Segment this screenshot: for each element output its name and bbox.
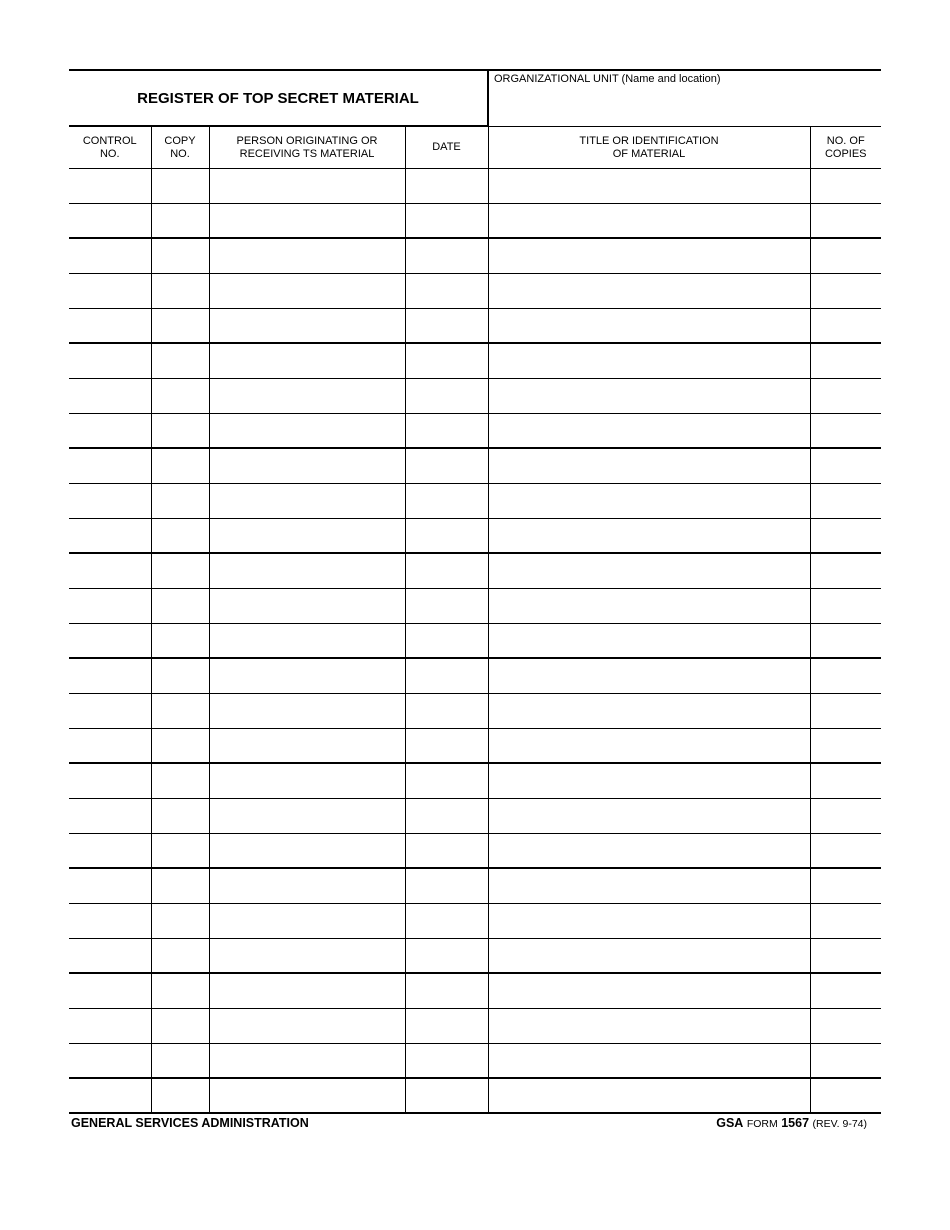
date-cell[interactable] (405, 763, 488, 799)
table-row (69, 309, 881, 344)
copy-no-cell[interactable] (151, 868, 209, 904)
title-identification-cell[interactable] (488, 763, 810, 799)
date-cell[interactable] (405, 274, 488, 309)
control-no-cell[interactable] (69, 589, 151, 624)
title-identification-cell[interactable] (488, 904, 810, 939)
table-row (69, 589, 881, 624)
control-no-cell[interactable] (69, 553, 151, 589)
date-cell[interactable] (405, 868, 488, 904)
date-cell[interactable] (405, 309, 488, 344)
date-cell[interactable] (405, 1078, 488, 1113)
no-of-copies-cell[interactable] (810, 834, 881, 869)
no-of-copies-cell[interactable] (810, 1009, 881, 1044)
organizational-unit-label: ORGANIZATIONAL UNIT (Name and location) (494, 73, 721, 85)
person-cell[interactable] (209, 1078, 405, 1113)
title-identification-cell[interactable] (488, 799, 810, 834)
person-cell[interactable] (209, 238, 405, 274)
table-row (69, 343, 881, 379)
no-of-copies-cell[interactable] (810, 169, 881, 204)
person-cell[interactable] (209, 274, 405, 309)
column-header-title-identification (488, 127, 810, 169)
table-row (69, 448, 881, 484)
no-of-copies-cell[interactable] (810, 939, 881, 974)
table-row (69, 939, 881, 974)
form-title: REGISTER OF TOP SECRET MATERIAL (137, 89, 419, 107)
control-no-cell[interactable] (69, 448, 151, 484)
date-cell[interactable] (405, 973, 488, 1009)
person-cell[interactable] (209, 1044, 405, 1079)
table-row (69, 763, 881, 799)
title-identification-cell[interactable] (488, 729, 810, 764)
no-of-copies-cell[interactable] (810, 729, 881, 764)
table-row (69, 379, 881, 414)
form-identifier (716, 1116, 867, 1130)
copy-no-cell[interactable] (151, 379, 209, 414)
person-cell[interactable] (209, 658, 405, 694)
date-cell[interactable] (405, 904, 488, 939)
column-header-line: PERSON ORIGINATING OR (236, 134, 378, 147)
title-identification-cell[interactable] (488, 1044, 810, 1079)
person-cell[interactable] (209, 553, 405, 589)
column-header-line: CONTROL (82, 134, 137, 147)
table-row (69, 274, 881, 309)
copy-no-cell[interactable] (151, 448, 209, 484)
copy-no-cell[interactable] (151, 729, 209, 764)
column-header-line: NO. (99, 147, 120, 160)
register-rows (69, 169, 881, 1114)
copy-no-cell[interactable] (151, 694, 209, 729)
date-cell[interactable] (405, 589, 488, 624)
table-row (69, 694, 881, 729)
column-header-no-of-copies (810, 127, 881, 169)
no-of-copies-cell[interactable] (810, 484, 881, 519)
no-of-copies-cell[interactable] (810, 973, 881, 1009)
no-of-copies-cell[interactable] (810, 379, 881, 414)
copy-no-cell[interactable] (151, 343, 209, 379)
control-no-cell[interactable] (69, 729, 151, 764)
table-row (69, 1044, 881, 1079)
person-cell[interactable] (209, 799, 405, 834)
no-of-copies-cell[interactable] (810, 658, 881, 694)
person-cell[interactable] (209, 904, 405, 939)
table-row (69, 553, 881, 589)
table-row (69, 519, 881, 554)
title-identification-cell[interactable] (488, 658, 810, 694)
date-cell[interactable] (405, 343, 488, 379)
title-identification-cell[interactable] (488, 274, 810, 309)
no-of-copies-cell[interactable] (810, 274, 881, 309)
person-cell[interactable] (209, 973, 405, 1009)
person-cell[interactable] (209, 343, 405, 379)
copy-no-cell[interactable] (151, 309, 209, 344)
title-cell (69, 71, 489, 127)
person-cell[interactable] (209, 414, 405, 449)
no-of-copies-cell[interactable] (810, 1078, 881, 1113)
no-of-copies-cell[interactable] (810, 868, 881, 904)
control-no-cell[interactable] (69, 169, 151, 204)
date-cell[interactable] (405, 624, 488, 659)
copy-no-cell[interactable] (151, 1009, 209, 1044)
date-cell[interactable] (405, 694, 488, 729)
register-form (69, 69, 881, 1136)
control-no-cell[interactable] (69, 763, 151, 799)
control-no-cell[interactable] (69, 414, 151, 449)
table-row (69, 204, 881, 239)
copy-no-cell[interactable] (151, 658, 209, 694)
table-row (69, 1009, 881, 1044)
person-cell[interactable] (209, 204, 405, 239)
table-row (69, 484, 881, 519)
organizational-unit-field[interactable] (489, 71, 881, 127)
date-cell[interactable] (405, 204, 488, 239)
no-of-copies-cell[interactable] (810, 624, 881, 659)
date-cell[interactable] (405, 238, 488, 274)
title-identification-cell[interactable] (488, 448, 810, 484)
date-cell[interactable] (405, 484, 488, 519)
date-cell[interactable] (405, 519, 488, 554)
table-row (69, 169, 881, 204)
column-header-line: NO. OF (826, 134, 865, 147)
person-cell[interactable] (209, 309, 405, 344)
title-identification-cell[interactable] (488, 204, 810, 239)
date-cell[interactable] (405, 169, 488, 204)
table-row (69, 414, 881, 449)
table-row (69, 973, 881, 1009)
date-cell[interactable] (405, 658, 488, 694)
control-no-cell[interactable] (69, 939, 151, 974)
copy-no-cell[interactable] (151, 484, 209, 519)
table-row (69, 1078, 881, 1113)
control-no-cell[interactable] (69, 484, 151, 519)
copy-no-cell[interactable] (151, 238, 209, 274)
title-identification-cell[interactable] (488, 1078, 810, 1113)
copy-no-cell[interactable] (151, 204, 209, 239)
title-identification-cell[interactable] (488, 834, 810, 869)
register-table (69, 127, 881, 1114)
control-no-cell[interactable] (69, 904, 151, 939)
person-cell[interactable] (209, 834, 405, 869)
no-of-copies-cell[interactable] (810, 238, 881, 274)
person-cell[interactable] (209, 448, 405, 484)
copy-no-cell[interactable] (151, 834, 209, 869)
no-of-copies-cell[interactable] (810, 799, 881, 834)
copy-no-cell[interactable] (151, 624, 209, 659)
person-cell[interactable] (209, 589, 405, 624)
title-identification-cell[interactable] (488, 868, 810, 904)
column-header-line: COPY (164, 134, 196, 147)
date-cell[interactable] (405, 1009, 488, 1044)
copy-no-cell[interactable] (151, 519, 209, 554)
copy-no-cell[interactable] (151, 1078, 209, 1113)
table-row (69, 729, 881, 764)
form-revision: (REV. 9-74) (812, 1118, 867, 1130)
copy-no-cell[interactable] (151, 169, 209, 204)
control-no-cell[interactable] (69, 274, 151, 309)
no-of-copies-cell[interactable] (810, 1044, 881, 1079)
date-cell[interactable] (405, 553, 488, 589)
title-identification-cell[interactable] (488, 973, 810, 1009)
date-cell[interactable] (405, 379, 488, 414)
title-identification-cell[interactable] (488, 414, 810, 449)
table-row (69, 904, 881, 939)
control-no-cell[interactable] (69, 624, 151, 659)
control-no-cell[interactable] (69, 1009, 151, 1044)
date-cell[interactable] (405, 799, 488, 834)
column-header-line: RECEIVING TS MATERIAL (239, 147, 375, 160)
column-header-line: OF MATERIAL (612, 147, 686, 160)
form-footer (69, 1114, 881, 1136)
control-no-cell[interactable] (69, 379, 151, 414)
title-identification-cell[interactable] (488, 379, 810, 414)
date-cell[interactable] (405, 1044, 488, 1079)
person-cell[interactable] (209, 729, 405, 764)
date-cell[interactable] (405, 414, 488, 449)
copy-no-cell[interactable] (151, 763, 209, 799)
control-no-cell[interactable] (69, 204, 151, 239)
table-row (69, 624, 881, 659)
title-identification-cell[interactable] (488, 624, 810, 659)
control-no-cell[interactable] (69, 799, 151, 834)
title-identification-cell[interactable] (488, 589, 810, 624)
column-header-line: COPIES (824, 147, 867, 160)
table-row (69, 658, 881, 694)
title-identification-cell[interactable] (488, 484, 810, 519)
column-header-person (209, 127, 405, 169)
agency-name: GENERAL SERVICES ADMINISTRATION (71, 1116, 309, 1130)
no-of-copies-cell[interactable] (810, 589, 881, 624)
title-identification-cell[interactable] (488, 553, 810, 589)
copy-no-cell[interactable] (151, 939, 209, 974)
copy-no-cell[interactable] (151, 973, 209, 1009)
no-of-copies-cell[interactable] (810, 553, 881, 589)
control-no-cell[interactable] (69, 1078, 151, 1113)
control-no-cell[interactable] (69, 694, 151, 729)
gsa-label: GSA (716, 1116, 744, 1130)
no-of-copies-cell[interactable] (810, 519, 881, 554)
title-identification-cell[interactable] (488, 343, 810, 379)
title-identification-cell[interactable] (488, 939, 810, 974)
title-identification-cell[interactable] (488, 169, 810, 204)
date-cell[interactable] (405, 729, 488, 764)
control-no-cell[interactable] (69, 658, 151, 694)
no-of-copies-cell[interactable] (810, 343, 881, 379)
column-header-line: NO. (170, 147, 190, 160)
person-cell[interactable] (209, 763, 405, 799)
copy-no-cell[interactable] (151, 799, 209, 834)
title-identification-cell[interactable] (488, 694, 810, 729)
control-no-cell[interactable] (69, 868, 151, 904)
title-identification-cell[interactable] (488, 1009, 810, 1044)
person-cell[interactable] (209, 1009, 405, 1044)
person-cell[interactable] (209, 169, 405, 204)
column-header-line: DATE (432, 141, 461, 153)
copy-no-cell[interactable] (151, 904, 209, 939)
control-no-cell[interactable] (69, 519, 151, 554)
column-header-line: TITLE OR IDENTIFICATION (579, 134, 719, 147)
title-identification-cell[interactable] (488, 519, 810, 554)
control-no-cell[interactable] (69, 973, 151, 1009)
control-no-cell[interactable] (69, 1044, 151, 1079)
title-identification-cell[interactable] (488, 309, 810, 344)
no-of-copies-cell[interactable] (810, 763, 881, 799)
column-header-copy-no (151, 127, 209, 169)
no-of-copies-cell[interactable] (810, 694, 881, 729)
control-no-cell[interactable] (69, 834, 151, 869)
control-no-cell[interactable] (69, 309, 151, 344)
control-no-cell[interactable] (69, 238, 151, 274)
no-of-copies-cell[interactable] (810, 414, 881, 449)
person-cell[interactable] (209, 519, 405, 554)
control-no-cell[interactable] (69, 343, 151, 379)
person-cell[interactable] (209, 694, 405, 729)
person-cell[interactable] (209, 484, 405, 519)
date-cell[interactable] (405, 939, 488, 974)
title-identification-cell[interactable] (488, 238, 810, 274)
no-of-copies-cell[interactable] (810, 204, 881, 239)
date-cell[interactable] (405, 834, 488, 869)
no-of-copies-cell[interactable] (810, 904, 881, 939)
no-of-copies-cell[interactable] (810, 448, 881, 484)
copy-no-cell[interactable] (151, 414, 209, 449)
form-word: FORM (746, 1118, 778, 1130)
table-row (69, 799, 881, 834)
table-row (69, 238, 881, 274)
date-cell[interactable] (405, 448, 488, 484)
copy-no-cell[interactable] (151, 1044, 209, 1079)
copy-no-cell[interactable] (151, 553, 209, 589)
copy-no-cell[interactable] (151, 274, 209, 309)
no-of-copies-cell[interactable] (810, 309, 881, 344)
table-row (69, 868, 881, 904)
table-row (69, 834, 881, 869)
column-header-control-no (69, 127, 151, 169)
person-cell[interactable] (209, 868, 405, 904)
column-header-date (405, 127, 488, 169)
column-header-row (69, 127, 881, 169)
person-cell[interactable] (209, 624, 405, 659)
form-number: 1567 (781, 1116, 810, 1130)
person-cell[interactable] (209, 939, 405, 974)
copy-no-cell[interactable] (151, 589, 209, 624)
form-header (69, 69, 881, 127)
person-cell[interactable] (209, 379, 405, 414)
